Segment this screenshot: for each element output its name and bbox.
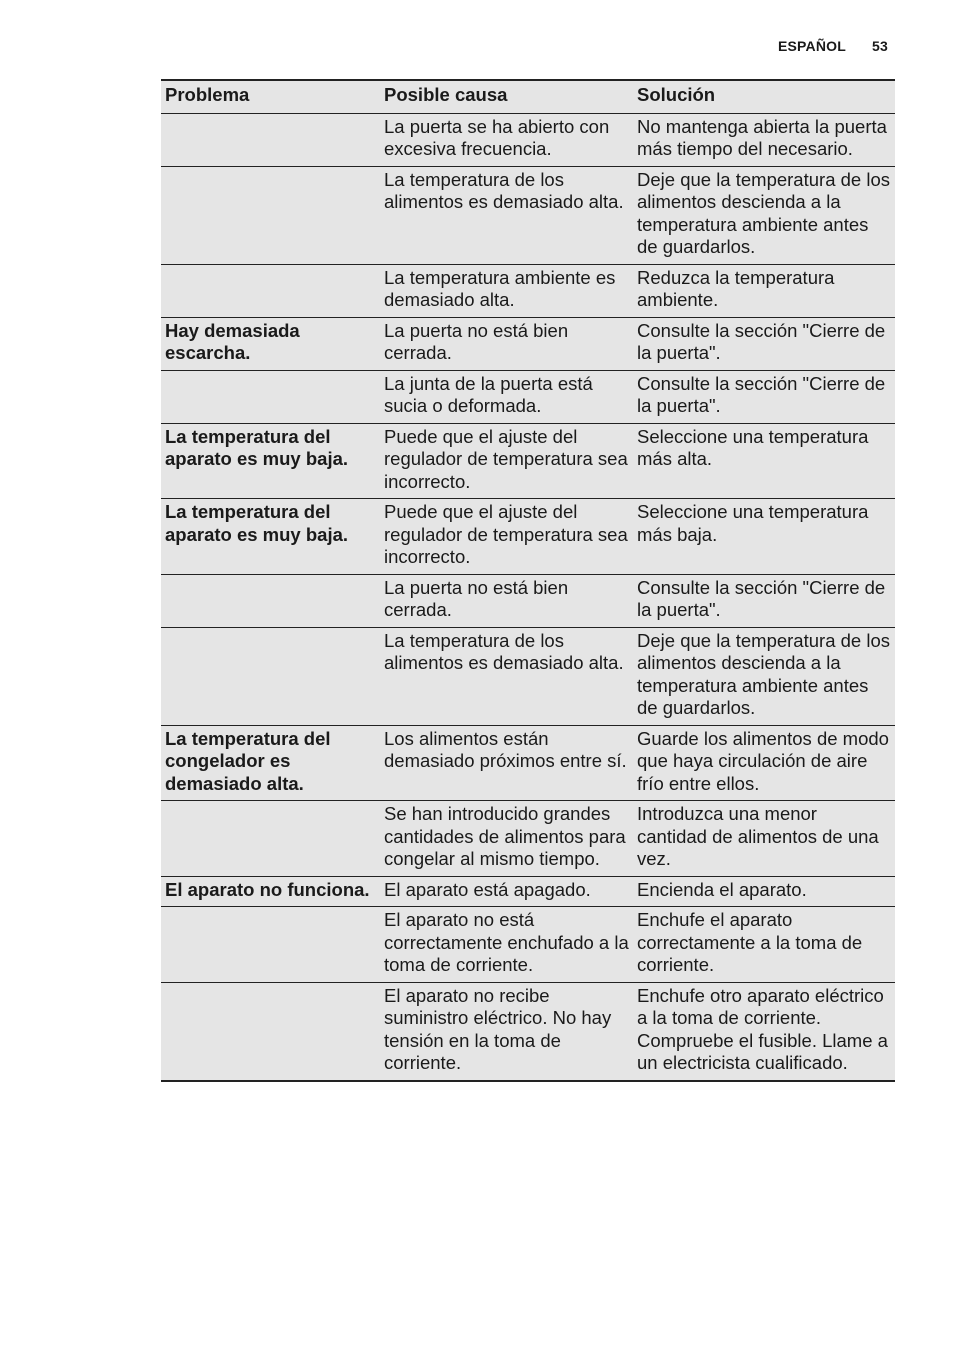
problem-cell	[161, 166, 380, 264]
table-row	[161, 801, 895, 877]
problem-cell	[161, 574, 380, 627]
solution-cell: Consulte la sección "Cierre de la puerta".	[633, 370, 895, 423]
solution-cell: Encienda el aparato.	[633, 876, 895, 907]
cause-cell: El aparato está apagado.	[380, 876, 633, 907]
problem-cell	[161, 113, 380, 166]
problem-cell: Hay demasiada escarcha.	[161, 317, 380, 370]
table-row	[161, 113, 895, 166]
table-row	[161, 317, 895, 370]
cause-cell: El aparato no recibe suministro eléctrico. No hay tensión en la toma de corriente.	[380, 982, 633, 1081]
solution-cell: Seleccione una temperatura más alta.	[633, 423, 895, 499]
column-header-solution: Solución	[633, 80, 895, 113]
table-row	[161, 264, 895, 317]
cause-cell: La puerta no está bien cerrada.	[380, 574, 633, 627]
cause-cell: La temperatura ambiente es demasiado alta.	[380, 264, 633, 317]
page-header	[778, 38, 888, 54]
problem-cell: La temperatura del congelador es demasiado alta.	[161, 725, 380, 801]
cause-cell: La puerta no está bien cerrada.	[380, 317, 633, 370]
cause-cell: La temperatura de los alimentos es demasiado alta.	[380, 166, 633, 264]
cause-cell: Los alimentos están demasiado próximos entre sí.	[380, 725, 633, 801]
solution-cell: No mantenga abierta la puerta más tiempo del necesario.	[633, 113, 895, 166]
solution-cell: Enchufe otro aparato eléctrico a la toma de corriente. Compruebe el fusible. Llame a un electricista cualificado.	[633, 982, 895, 1081]
table-row	[161, 166, 895, 264]
table-row	[161, 499, 895, 575]
table-row	[161, 370, 895, 423]
solution-cell: Seleccione una temperatura más baja.	[633, 499, 895, 575]
solution-cell: Introduzca una menor cantidad de alimentos de una vez.	[633, 801, 895, 877]
problem-cell	[161, 627, 380, 725]
solution-cell: Consulte la sección "Cierre de la puerta".	[633, 574, 895, 627]
solution-cell: Consulte la sección "Cierre de la puerta".	[633, 317, 895, 370]
problem-cell: La temperatura del aparato es muy baja.	[161, 499, 380, 575]
cause-cell: La puerta se ha abierto con excesiva frecuencia.	[380, 113, 633, 166]
table-row	[161, 423, 895, 499]
problem-cell	[161, 907, 380, 983]
cause-cell: Puede que el ajuste del regulador de temperatura sea incorrecto.	[380, 423, 633, 499]
column-header-problem: Problema	[161, 80, 380, 113]
problem-cell	[161, 264, 380, 317]
cause-cell: El aparato no está correctamente enchufado a la toma de corriente.	[380, 907, 633, 983]
table-header-row	[161, 80, 895, 113]
cause-cell: La temperatura de los alimentos es demasiado alta.	[380, 627, 633, 725]
problem-cell	[161, 982, 380, 1081]
solution-cell: Deje que la temperatura de los alimentos descienda a la temperatura ambiente antes de guardarlos.	[633, 166, 895, 264]
cause-cell: Puede que el ajuste del regulador de temperatura sea incorrecto.	[380, 499, 633, 575]
column-header-cause: Posible causa	[380, 80, 633, 113]
cause-cell: Se han introducido grandes cantidades de alimentos para congelar al mismo tiempo.	[380, 801, 633, 877]
table-row	[161, 907, 895, 983]
header-language: ESPAÑOL	[777, 38, 847, 54]
problem-cell	[161, 801, 380, 877]
problem-cell	[161, 370, 380, 423]
solution-cell: Enchufe el aparato correctamente a la toma de corriente.	[633, 907, 895, 983]
solution-cell: Deje que la temperatura de los alimentos descienda a la temperatura ambiente antes de guardarlos.	[633, 627, 895, 725]
table-row	[161, 725, 895, 801]
troubleshooting-table	[161, 79, 895, 1082]
table-row	[161, 574, 895, 627]
cause-cell: La junta de la puerta está sucia o deformada.	[380, 370, 633, 423]
solution-cell: Reduzca la temperatura ambiente.	[633, 264, 895, 317]
page-number: 53	[872, 38, 888, 54]
problem-cell: La temperatura del aparato es muy baja.	[161, 423, 380, 499]
table-row	[161, 982, 895, 1081]
table-row	[161, 876, 895, 907]
problem-cell: El aparato no funciona.	[161, 876, 380, 907]
table-row	[161, 627, 895, 725]
solution-cell: Guarde los alimentos de modo que haya circulación de aire frío entre ellos.	[633, 725, 895, 801]
